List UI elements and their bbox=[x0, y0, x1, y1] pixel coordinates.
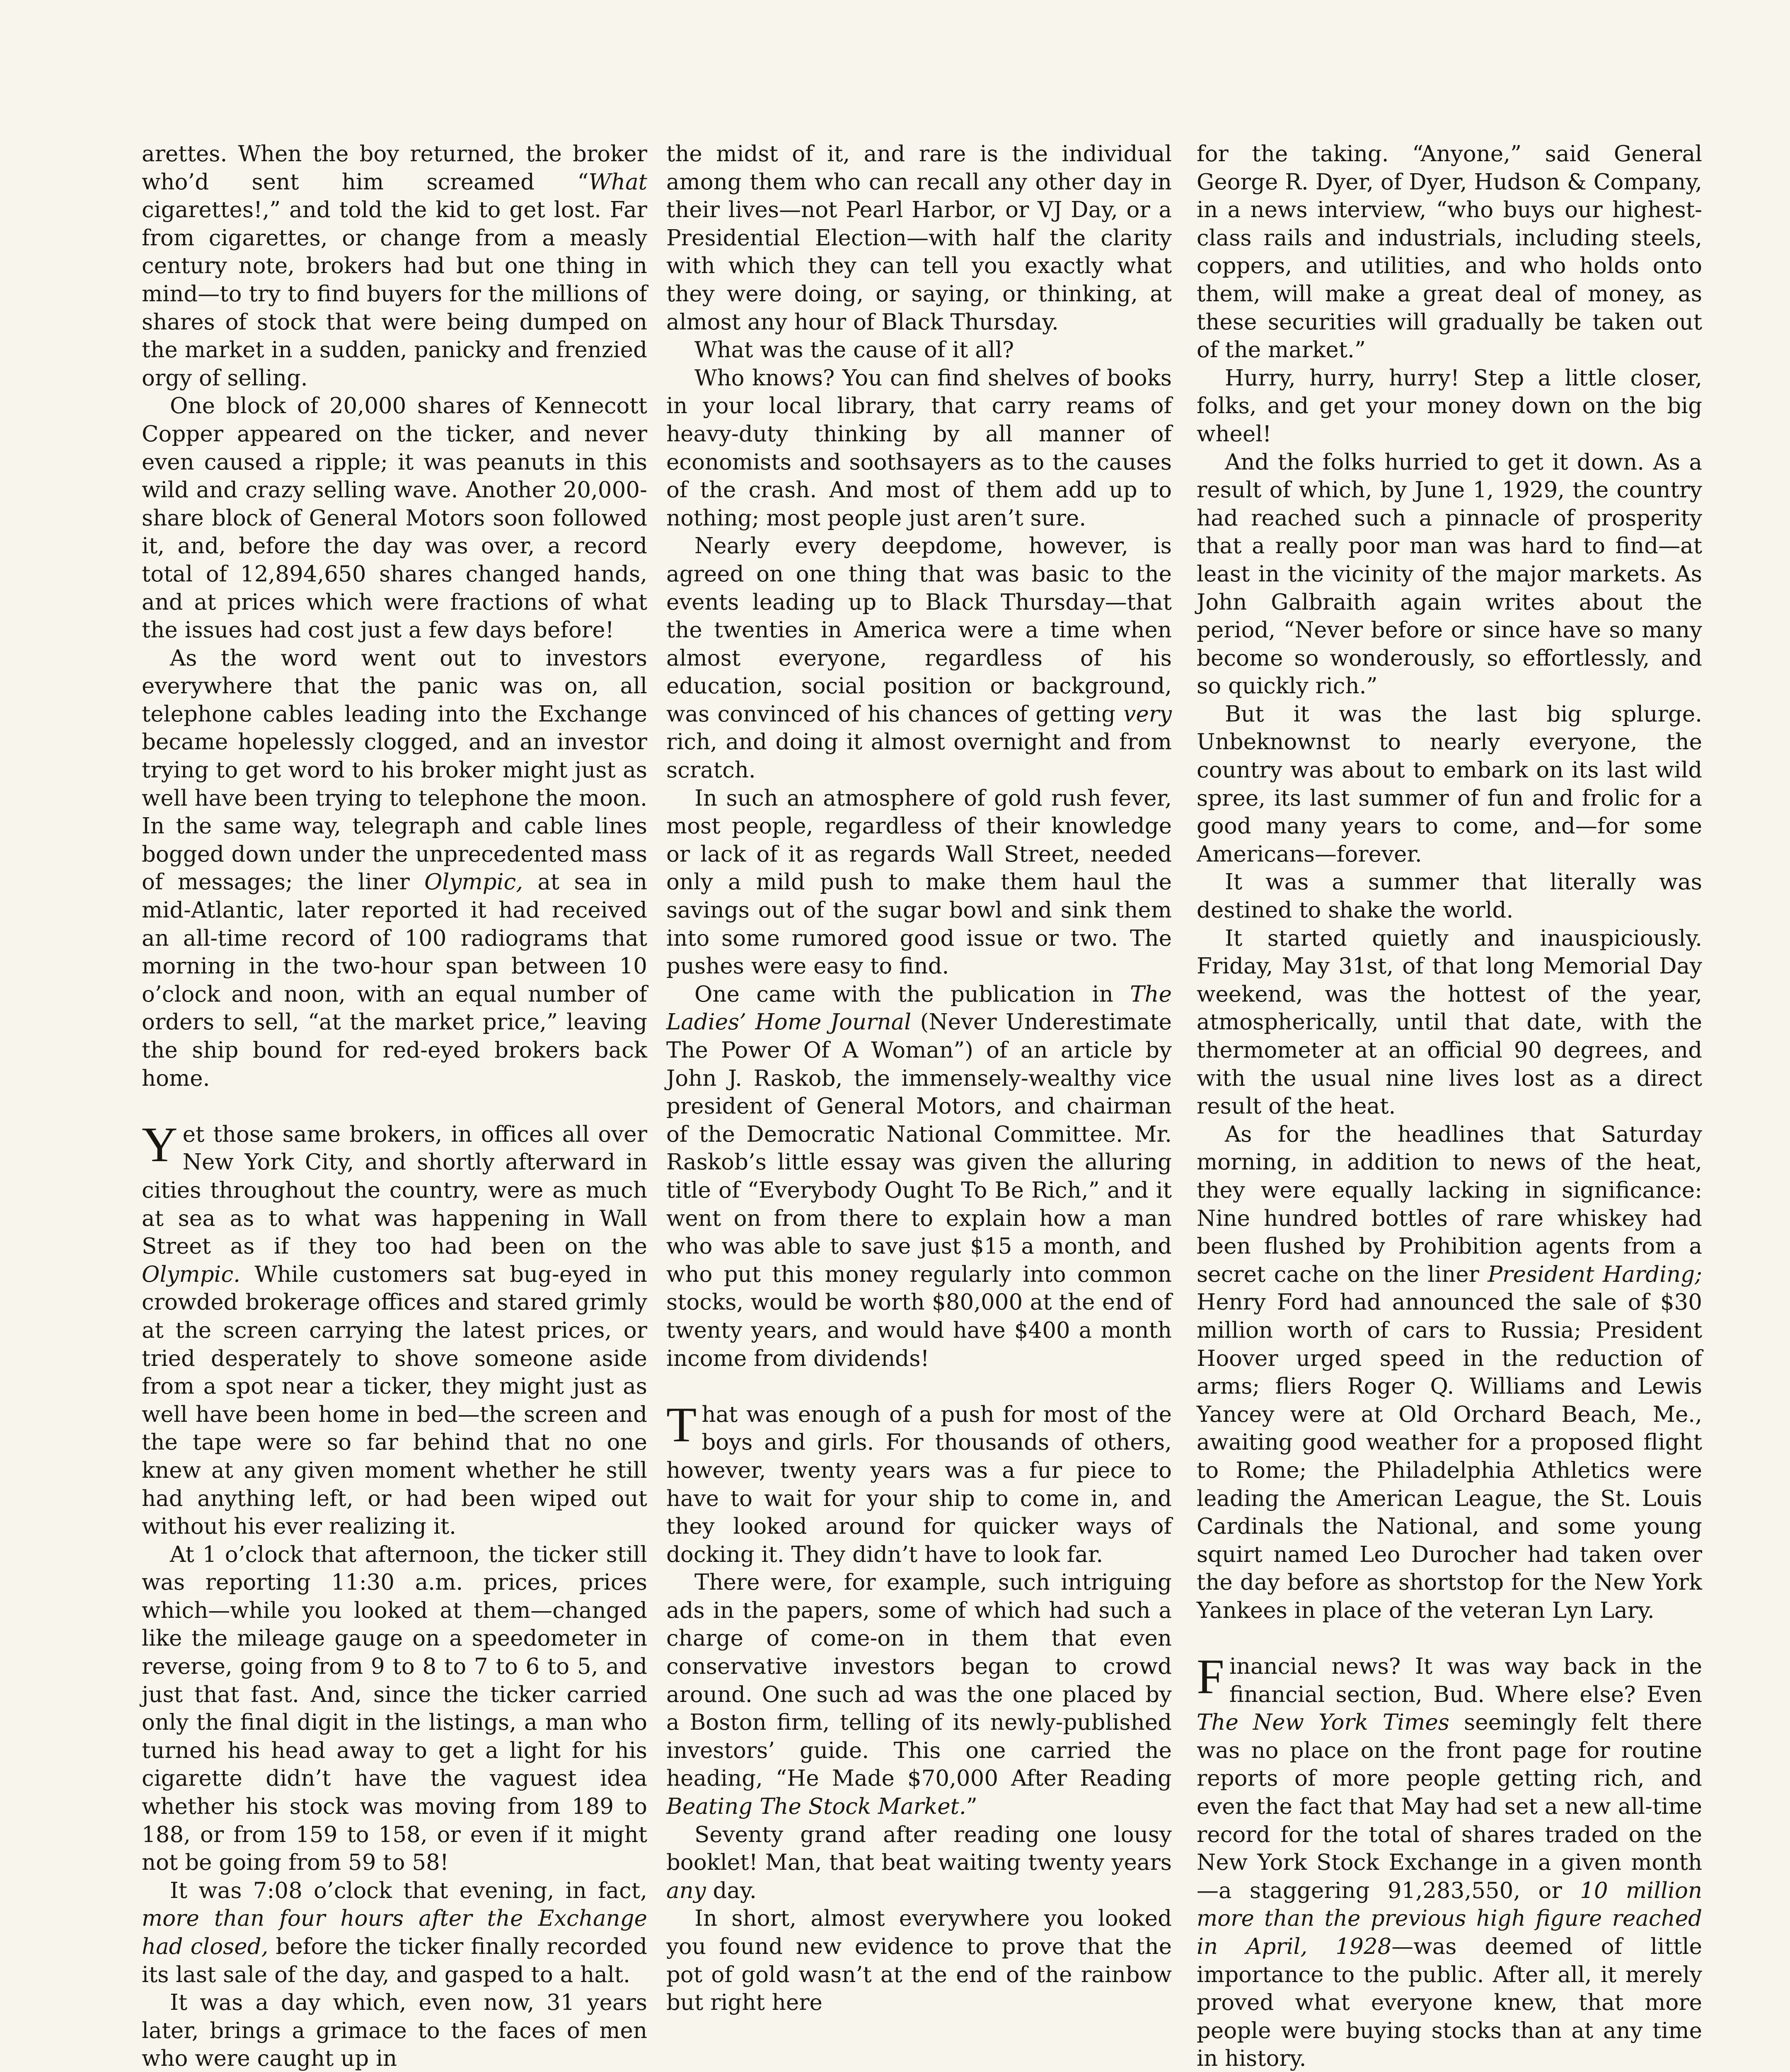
drop-cap: F bbox=[1197, 1649, 1224, 1704]
paragraph bbox=[1197, 448, 1702, 700]
italic-text: President Harding; bbox=[1488, 1261, 1702, 1287]
text-run: —was deemed of little importance to the public. After all, it merely proved what everyone knew, that more people were buying stocks than at any time in history. bbox=[1197, 1934, 1702, 2072]
paragraph bbox=[666, 784, 1172, 980]
paragraph bbox=[1197, 1121, 1702, 1625]
text-run: ” bbox=[966, 1794, 977, 1820]
text-run: There were, for example, such intriguing ads in the papers, some of which had such a charge of come-on in them that even conservative investors began to crowd around. One such ad was the one placed by a Boston firm, telling of its newly-published investors’ guide. This one carried the heading, “He Made $70,000 After Reading bbox=[666, 1570, 1172, 1791]
text-run: for the taking. “Anyone,” said General George R. Dyer, of Dyer, Hudson & Company, in a news interview, “who buys our highest-class rails and industrials, including steels, coppers, and utilities, and who holds onto them, will make a great deal of money, as these securities will gradually be taken out of the market.” bbox=[1197, 141, 1702, 363]
text-run: As for the headlines that Saturday morning, in addition to news of the heat, they were equally lacking in significance: Nine hundred bottles of rare whiskey had been flushed by Prohibition agents from a secret cache on the liner bbox=[1197, 1121, 1702, 1287]
text-run: the midst of it, and rare is the individual among them who can recall any other day in their lives—not Pearl Harbor, or VJ Day, or a Presidential Election—with half the clarity with which they can tell you exactly what they were doing, or saying, or thinking, at almost any hour of Black Thursday. bbox=[666, 141, 1172, 335]
text-run: It was 7:08 o’clock that evening, in fact, bbox=[170, 1878, 647, 1903]
text-run: And the folks hurried to get it down. As a result of which, by June 1, 1929, the country had reached such a pinnacle of prosperity that a really poor man was hard to find—at least in the vicinity of the major markets. As John Galbraith again writes about the period, “Never before or since have so many become so wonderously, so effortlessly, and so quickly rich.” bbox=[1197, 449, 1702, 699]
paragraph bbox=[142, 644, 647, 1093]
paragraph bbox=[142, 140, 647, 392]
paragraph bbox=[666, 532, 1172, 784]
text-run: While customers sat bug-eyed in crowded brokerage offices and stared grimly at the screen carrying the latest prices, or tried desperately to shove someone aside from a spot near a ticker, they might just as well have been home in bed—the screen and the tape were so far behind that no one knew at any given moment whether he still had anything left, or had been wiped out without his ever realizing it. bbox=[142, 1261, 647, 1539]
text-run: Henry Ford had announced the sale of $30 million worth of cars to Russia; President Hoover urged speed in the reduction of arms; fliers Roger Q. Williams and Lewis Yancey were at Old Orchard Beach, Me., awaiting good weather for a proposed flight to Rome; the Philadelphia Athletics were leading the American League, the St. Louis Cardinals the National, and some young squirt named Leo Durocher had taken over the day before as shortstop for the New York Yankees in place of the veteran Lyn Lary. bbox=[1197, 1290, 1702, 1623]
italic-text: The New York Times bbox=[1197, 1710, 1449, 1736]
paragraph bbox=[142, 1541, 647, 1877]
paragraph bbox=[1197, 364, 1702, 448]
paragraph bbox=[142, 1989, 647, 2072]
text-run: Hurry, hurry, hurry! Step a little closer, folks, and get your money down on the big wheel! bbox=[1197, 365, 1702, 447]
italic-text: 10 million more than the previous high figure reached in April, 1928 bbox=[1197, 1878, 1702, 1959]
drop-cap: T bbox=[666, 1397, 697, 1452]
paragraph bbox=[1197, 868, 1702, 924]
text-run: What was the cause of it all? bbox=[694, 337, 1014, 363]
text-column-2 bbox=[666, 140, 1172, 2017]
drop-cap: Y bbox=[142, 1116, 178, 1172]
paragraph bbox=[666, 140, 1172, 336]
text-run: One came with the publication in bbox=[694, 981, 1130, 1007]
paragraph bbox=[666, 1905, 1172, 2016]
paragraph bbox=[1197, 925, 1702, 1121]
text-run: hat was enough of a push for most of the boys and girls. For thousands of others, however, twenty years was a fur piece to have to wait for your ship to come in, and they looked around for quicker ways of docking it. They didn’t have to look far. bbox=[666, 1402, 1172, 1567]
text-run: Seventy grand after reading one lousy booklet! Man, that beat waiting twenty years bbox=[666, 1822, 1172, 1876]
text-column-1 bbox=[142, 140, 647, 2072]
paragraph bbox=[666, 980, 1172, 1372]
italic-text: What bbox=[588, 169, 647, 195]
text-run: seemingly felt there was no place on the front page for routine reports of more people getting rich, and even the fact that May had set a new all-time record for the total of shares traded on the New York Stock Exchange in a given month—a staggering 91,283,550, or bbox=[1197, 1710, 1702, 1903]
italic-text: very bbox=[1123, 701, 1172, 727]
text-run: At 1 o’clock that afternoon, the ticker still was reporting 11:30 a.m. prices, prices which—while you looked at them—changed like the mileage gauge on a speedometer in reverse, going from 9 to 8 to 7 to 6 to 5, and just that fast. And, since the ticker carried only the final digit in the listings, a man who turned his head away to get a light for his cigarette didn’t have the vaguest idea whether his stock was moving from 189 to 188, or from 159 to 158, or even if it might not be going from 59 to 58! bbox=[142, 1542, 647, 1876]
paragraph bbox=[1197, 700, 1702, 869]
italic-text: The Ladies’ Home Journal bbox=[666, 981, 1172, 1035]
text-run: It was a summer that literally was destined to shake the world. bbox=[1197, 869, 1702, 923]
text-run: It started quietly and inauspiciously. Friday, May 31st, of that long Memorial Day weekend, was the hottest of the year, atmospherically, until that date, with the thermometer at an official 90 degrees, and with the usual nine lives lost as a direct result of the heat. bbox=[1197, 925, 1702, 1119]
italic-text: Olympic. bbox=[142, 1261, 241, 1287]
section-paragraph bbox=[666, 1397, 1172, 1569]
paragraph bbox=[142, 392, 647, 644]
italic-text: any bbox=[666, 1878, 706, 1903]
paragraph bbox=[666, 336, 1172, 364]
paragraph bbox=[666, 1821, 1172, 1905]
paragraph bbox=[1197, 140, 1702, 364]
text-run: (Never Underestimate The Power Of A Woman”) of an article by John J. Raskob, the immensely-wealthy vice president of General Motors, and chairman of the Democratic National Committee. Mr. Raskob’s little essay was given the alluring title of “Everybody Ought To Be Rich,” and it went on from there to explain how a man who was able to save just $15 a month, and who put this money regularly into common stocks, would be worth $80,000 at the end of twenty years, and would have $400 a month income from dividends! bbox=[666, 1009, 1172, 1371]
text-run: rich, and doing it almost overnight and from scratch. bbox=[666, 729, 1172, 783]
text-run: inancial news? It was way back in the financial section, Bud. Where else? Even bbox=[1229, 1654, 1702, 1707]
text-run: at sea in mid-Atlantic, later reported it had received an all-time record of 100 radiograms that morning in the two-hour span between 10 o’clock and noon, with an equal number of orders to sell, “at the market price,” leaving the ship bound for red-eyed brokers back home. bbox=[142, 869, 647, 1091]
paragraph bbox=[142, 1877, 647, 1989]
text-column-3 bbox=[1197, 140, 1702, 2072]
text-run: arettes. When the boy returned, the broker who’d sent him screamed “ bbox=[142, 141, 647, 195]
section-paragraph bbox=[1197, 1649, 1702, 2072]
italic-text: more than four hours after the Exchange had closed, bbox=[142, 1906, 647, 1959]
paragraph bbox=[666, 364, 1172, 533]
text-run: Who knows? You can find shelves of books in your local library, that carry reams of heavy-duty thinking by all manner of economists and soothsayers as to the causes of the crash. And most of them add up to nothing; most people just aren’t sure. bbox=[666, 365, 1172, 531]
text-run: Nearly every deepdome, however, is agreed on one thing that was basic to the events leading up to Black Thursday—that the twenties in America were a time when almost everyone, regardless of his education, social position or background, was convinced of his chances of getting bbox=[666, 533, 1172, 727]
italic-text: Beating The Stock Market. bbox=[666, 1794, 966, 1820]
text-run: One block of 20,000 shares of Kennecott Copper appeared on the ticker, and never even caused a ripple; it was peanuts in this wild and crazy selling wave. Another 20,000-share block of General Motors soon followed it, and, before the day was over, a record total of 12,894,650 shares changed hands, and at prices which were fractions of what the issues had cost just a few days before! bbox=[142, 393, 647, 643]
italic-text: Olympic, bbox=[424, 869, 523, 895]
paragraph bbox=[666, 1569, 1172, 1820]
text-run: et those same brokers, in offices all over New York City, and shortly afterward in cities throughout the country, were as much at sea as to what was happening in Wall Street as if they too had been on the bbox=[142, 1121, 647, 1259]
text-run: As the word went out to investors everywhere that the panic was on, all telephone cables leading into the Exchange became hopelessly clogged, and an investor trying to get word to his broker might just as well have been trying to telephone the moon. In the same way, telegraph and cable lines bogged down under the unprecedented mass of messages; the liner bbox=[142, 645, 647, 895]
text-run: day. bbox=[706, 1878, 757, 1903]
text-run: cigarettes!,” and told the kid to get lost. Far from cigarettes, or change from a measly century note, brokers had but one thing in mind—to try to find buyers for the millions of shares of stock that were being dumped on the market in a sudden, panicky and frenzied orgy of selling. bbox=[142, 197, 647, 391]
text-run: before the ticker finally recorded its last sale of the day, and gasped to a halt. bbox=[142, 1934, 648, 1987]
text-run: In such an atmosphere of gold rush fever, most people, regardless of their knowledge or lack of it as regards Wall Street, needed only a mild push to make them haul the savings out of the sugar bowl and sink them into some rumored good issue or two. The pushes were easy to find. bbox=[666, 785, 1172, 979]
section-paragraph bbox=[142, 1116, 647, 1541]
text-run: But it was the last big splurge. Unbeknownst to nearly everyone, the country was about to embark on its last wild spree, its last summer of fun and frolic for a good many years to come, and—for some Americans—forever. bbox=[1197, 701, 1702, 867]
text-run: In short, almost everywhere you looked you found new evidence to prove that the pot of gold wasn’t at the end of the rainbow but right here bbox=[666, 1906, 1172, 2016]
text-run: It was a day which, even now, 31 years later, brings a grimace to the faces of men who were caught up in bbox=[142, 1990, 647, 2072]
